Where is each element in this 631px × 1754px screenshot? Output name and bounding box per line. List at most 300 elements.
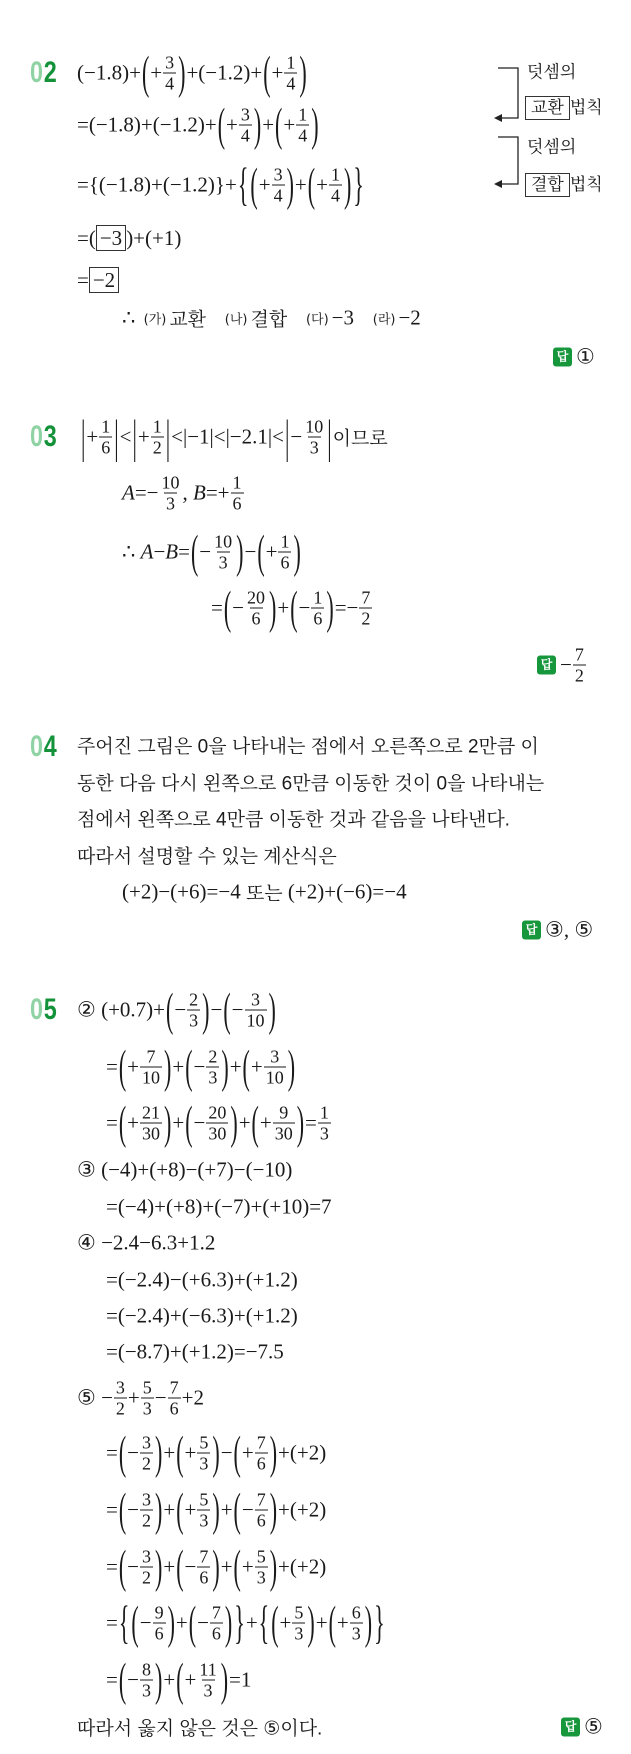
math-text: =+: [205, 480, 230, 505]
math-text: +(+2): [278, 1497, 327, 1522]
denominator: 6: [256, 1510, 266, 1531]
annotation-suffix: 법칙: [569, 98, 603, 118]
numerator: 3: [115, 1377, 125, 1398]
annotation-label: 덧셈의: [527, 137, 577, 158]
numerator: 3: [240, 104, 250, 125]
big-paren: ): [221, 1039, 229, 1093]
answer-value: [584, 1715, 603, 1740]
answer-box: 교환: [525, 96, 570, 120]
problem-number-03: 03: [30, 420, 58, 453]
big-paren: ): [364, 1595, 373, 1649]
denominator: 6: [313, 608, 323, 629]
numerator: 7: [199, 1546, 209, 1567]
fraction: [318, 1103, 331, 1144]
absolute-bar: |: [132, 409, 137, 463]
denominator: 4: [273, 185, 283, 206]
answer-row: [553, 345, 595, 370]
fraction: [303, 417, 325, 458]
big-brace: }: [353, 157, 364, 211]
big-paren: ): [293, 524, 301, 578]
numerator: 1: [101, 416, 111, 437]
numerator: 20: [247, 587, 266, 608]
korean-text: 동한 다음 다시 왼쪽으로 6만큼 이동한 것이 0을 나타내는: [77, 773, 545, 795]
numerator: 10: [214, 531, 233, 552]
math-text: (−1.8)+: [77, 60, 141, 85]
fraction: [272, 165, 285, 206]
math-text: ,: [182, 480, 194, 505]
math-text: =−: [134, 480, 159, 505]
big-paren: ): [167, 1595, 175, 1649]
fraction: [140, 1103, 162, 1144]
numerator: 9: [279, 1102, 289, 1123]
answer-row: [561, 1715, 603, 1740]
math-text: [206, 306, 222, 331]
math-text: −3: [331, 305, 370, 330]
numerator: 7: [574, 644, 584, 665]
denominator: 3: [189, 1010, 199, 1031]
equation-line: [106, 1340, 284, 1365]
fraction: [206, 1103, 228, 1144]
answer-value: [576, 345, 595, 370]
fraction: [163, 53, 176, 94]
math-text: −: [127, 1667, 140, 1692]
numerator: 8: [142, 1659, 152, 1680]
fraction: [573, 645, 586, 686]
absolute-bar: |: [284, 409, 290, 463]
big-paren: (: [118, 1539, 127, 1593]
big-paren: ): [269, 580, 277, 634]
denominator: 6: [199, 1567, 209, 1588]
math-text: −2: [398, 305, 421, 330]
math-text: )+(+1): [126, 225, 182, 250]
numerator: 5: [142, 1377, 152, 1398]
big-paren: (: [223, 982, 231, 1036]
big-paren: (: [275, 97, 283, 151]
big-paren: ): [155, 1652, 163, 1706]
annotation-associative: [525, 170, 603, 196]
numerator: 5: [199, 1432, 209, 1453]
numerator: 1: [280, 531, 290, 552]
numerator: 5: [256, 1546, 266, 1567]
math-text: +: [271, 60, 284, 85]
math-text: =: [305, 1110, 317, 1135]
big-paren: (: [263, 45, 271, 99]
denominator: 2: [361, 608, 371, 629]
fraction: [278, 532, 291, 573]
math-text: −: [174, 997, 187, 1022]
big-paren: (: [141, 45, 150, 99]
big-paren: ): [269, 1425, 278, 1479]
math-text: −: [199, 539, 212, 564]
math-text: −: [232, 595, 245, 620]
denominator: 3: [208, 1067, 218, 1088]
big-paren: (: [118, 1425, 127, 1479]
math-text: +: [163, 1554, 176, 1579]
big-paren: (: [190, 524, 199, 578]
big-paren: (: [290, 580, 298, 634]
korean-text: 교환: [169, 309, 207, 331]
variable: A: [122, 480, 135, 505]
denominator: 2: [574, 665, 584, 686]
korean-text: 또는: [245, 883, 283, 905]
math-text: +: [172, 1110, 185, 1135]
numerator: 3: [142, 1546, 152, 1567]
math-text: ② (+0.7)+: [77, 997, 165, 1022]
math-text: (+2)−(+6)=−4: [122, 879, 246, 904]
numerator: 7: [169, 1377, 179, 1398]
fraction: [284, 53, 297, 94]
denominator: 6: [169, 1398, 179, 1419]
math-text: +: [245, 1610, 258, 1635]
denominator: 6: [256, 1453, 266, 1474]
big-paren: ): [287, 1039, 296, 1093]
denominator: 10: [142, 1067, 161, 1088]
fraction: [153, 1603, 166, 1644]
fraction: [239, 105, 252, 146]
conclusion-line: [122, 305, 421, 332]
numerator: 7: [211, 1602, 221, 1623]
math-text: =(: [77, 225, 96, 250]
math-text: =1: [229, 1667, 252, 1692]
equation-line: [106, 1425, 327, 1479]
big-paren: ): [155, 1482, 163, 1536]
answer-box: −3: [96, 225, 126, 251]
korean-text: 따라서 설명할 수 있는 계산식은: [77, 846, 337, 868]
math-text: −: [127, 1554, 140, 1579]
numerator: 2: [189, 989, 199, 1010]
fraction: [99, 417, 112, 458]
math-text: −: [244, 539, 257, 564]
fraction: [141, 1378, 154, 1419]
fraction: [206, 1047, 219, 1088]
math-text: −: [127, 1440, 140, 1465]
fraction: [114, 1378, 127, 1419]
big-paren: (: [250, 157, 258, 211]
denominator: 2: [115, 1398, 125, 1419]
numerator: 3: [270, 1046, 280, 1067]
conclusion-line: [77, 1714, 322, 1741]
denominator: 10: [246, 1010, 265, 1031]
math-text: +: [127, 1110, 140, 1135]
math-text: +: [250, 1054, 263, 1079]
big-paren: (: [271, 1595, 279, 1649]
fraction: [140, 1547, 153, 1588]
denominator: 30: [208, 1123, 227, 1144]
math-text: +: [220, 1497, 233, 1522]
fraction: [273, 1103, 295, 1144]
big-paren: (: [166, 982, 174, 1036]
answer-row: [522, 918, 593, 943]
numerator: 5: [294, 1602, 304, 1623]
equation-line: [106, 1539, 327, 1593]
big-paren: ): [253, 97, 262, 151]
math-text: =(−1.8)+(−1.2)+: [77, 112, 217, 137]
equation-line: [106, 1652, 252, 1706]
denominator: 3: [351, 1623, 361, 1644]
math-text: +: [294, 172, 307, 197]
blank-marker: (라): [372, 312, 396, 328]
big-brace: }: [374, 1595, 385, 1649]
fraction: [255, 1547, 268, 1588]
big-paren: ): [286, 157, 294, 211]
numerator: 7: [361, 587, 371, 608]
math-text: +: [315, 1610, 328, 1635]
equation-line: [122, 524, 302, 578]
numerator: 1: [232, 472, 242, 493]
big-paren: ): [299, 45, 307, 99]
big-paren: ): [164, 1039, 172, 1093]
math-text: (+2)+(−6)=−4: [282, 879, 407, 904]
fraction: [197, 1433, 210, 1474]
problem-number-05: 05: [30, 993, 58, 1026]
answer-row: [537, 645, 587, 686]
equation-line: [77, 1231, 215, 1256]
answer-badge-icon: 답: [561, 1718, 580, 1737]
numerator: 20: [208, 1102, 227, 1123]
answer-badge-icon: 답: [522, 921, 541, 940]
big-paren: ): [269, 1482, 278, 1536]
big-paren: (: [118, 1039, 127, 1093]
blank-marker: (가): [143, 312, 167, 328]
fraction: [212, 532, 234, 573]
big-paren: (: [251, 1095, 259, 1149]
equation-line: [211, 580, 373, 634]
equation-line: [106, 1304, 298, 1329]
fraction: [197, 1490, 210, 1531]
absolute-bar: |: [81, 409, 86, 463]
math-text: −: [193, 1110, 206, 1135]
big-paren: (: [185, 1095, 193, 1149]
equation-line: [77, 267, 119, 293]
big-brace: {: [237, 157, 249, 211]
numerator: 2: [208, 1046, 218, 1067]
math-text: −: [139, 1610, 152, 1635]
math-text: +: [184, 1667, 197, 1692]
math-text: +2: [181, 1385, 204, 1410]
big-paren: (: [118, 1652, 127, 1706]
fraction: [197, 1547, 210, 1588]
math-text: ={(−1.8)+(−1.2)}+: [77, 172, 237, 197]
big-paren: ): [326, 580, 334, 634]
big-paren: (: [176, 1482, 184, 1536]
big-paren: ): [202, 982, 210, 1036]
denominator: 30: [142, 1123, 161, 1144]
numerator: 1: [152, 416, 162, 437]
fraction: [140, 1490, 153, 1531]
blank-marker: (나): [224, 312, 248, 328]
fraction: [264, 1047, 286, 1088]
korean-text: 따라서 옳지 않은 것은 ⑤이다.: [77, 1718, 323, 1740]
big-paren: (: [217, 97, 226, 151]
denominator: 3: [142, 1680, 152, 1701]
denominator: 6: [154, 1623, 164, 1644]
denominator: 4: [165, 73, 175, 94]
absolute-bar: |: [114, 409, 119, 463]
math-text: +: [262, 112, 275, 137]
math-text: <|−1|<|−2.1|<: [171, 424, 284, 449]
math-text: =: [178, 539, 190, 564]
fraction: [329, 165, 342, 206]
big-brace: }: [234, 1595, 245, 1649]
big-paren: ): [230, 1095, 238, 1149]
numerator: 1: [330, 164, 340, 185]
annotation-label: 덧셈의: [527, 62, 577, 83]
big-paren: ): [212, 1482, 220, 1536]
big-brace: {: [118, 1595, 130, 1649]
absolute-bar: |: [327, 409, 332, 463]
numerator: 5: [199, 1489, 209, 1510]
big-paren: (: [176, 1652, 184, 1706]
math-text: +: [86, 424, 99, 449]
denominator: 3: [309, 437, 319, 458]
math-text: +: [163, 1440, 176, 1465]
variable: B: [193, 480, 206, 505]
big-paren: ): [311, 97, 319, 151]
math-text: −: [560, 652, 572, 677]
math-text: −: [241, 1497, 254, 1522]
math-text: +: [184, 1497, 197, 1522]
big-paren: ): [307, 1595, 315, 1649]
big-paren: ): [155, 1539, 163, 1593]
big-paren: (: [233, 1482, 241, 1536]
big-paren: (: [233, 1425, 241, 1479]
big-paren: (: [242, 1039, 250, 1093]
denominator: 10: [265, 1067, 284, 1088]
denominator: 3: [319, 1123, 329, 1144]
math-text: =: [106, 1610, 118, 1635]
math-text: +: [258, 172, 271, 197]
denominator: 3: [203, 1680, 213, 1701]
numerator: 3: [165, 52, 175, 73]
big-paren: (: [188, 1595, 197, 1649]
math-text: =−: [334, 595, 359, 620]
denominator: 3: [294, 1623, 304, 1644]
math-text: +: [283, 112, 296, 137]
math-text: ∴: [122, 539, 141, 564]
math-text: ⑤ −: [77, 1385, 113, 1410]
big-paren: (: [131, 1595, 139, 1649]
math-text: =(−4)+(+8)+(−7)+(+10)=7: [106, 1194, 332, 1219]
text-line: [77, 732, 539, 759]
denominator: 6: [211, 1623, 221, 1644]
math-text: +: [238, 1110, 251, 1135]
fraction: [210, 1603, 223, 1644]
equation-line: [80, 409, 388, 463]
big-paren: (: [223, 580, 232, 634]
math-text: −: [298, 595, 311, 620]
math-text: −: [220, 1440, 233, 1465]
answer-box: −2: [89, 267, 119, 293]
fraction: [231, 473, 244, 514]
equation-line: [77, 97, 320, 151]
math-text: −: [184, 1554, 197, 1579]
absolute-bar: |: [165, 409, 171, 463]
big-brace: {: [258, 1595, 270, 1649]
numerator: 11: [199, 1659, 217, 1680]
math-text: +: [277, 595, 290, 620]
numerator: 7: [256, 1432, 266, 1453]
answer-value: [560, 645, 587, 686]
math-text: =(−2.4)−(+6.3)+(+1.2): [106, 1267, 298, 1292]
math-text: +: [229, 1054, 242, 1079]
denominator: 6: [251, 608, 261, 629]
denominator: 3: [256, 1567, 266, 1588]
math-text: +: [163, 1667, 176, 1692]
denominator: 3: [218, 552, 228, 573]
big-paren: ): [224, 1595, 233, 1649]
big-paren: (: [118, 1482, 127, 1536]
math-text: =: [211, 595, 223, 620]
math-text: −: [153, 539, 166, 564]
math-text: +: [279, 1610, 292, 1635]
equation-line: [77, 1158, 292, 1183]
fraction: [140, 1433, 153, 1474]
variable: A: [140, 539, 154, 564]
math-text: +: [127, 1385, 140, 1410]
math-text: =: [77, 267, 89, 292]
fraction: [255, 1433, 268, 1474]
math-text: +: [163, 1497, 176, 1522]
fraction: [140, 1660, 153, 1701]
denominator: 2: [142, 1453, 152, 1474]
equation-line: [77, 45, 308, 99]
fraction: [187, 990, 200, 1031]
denominator: 4: [298, 125, 308, 146]
numerator: 6: [351, 1602, 361, 1623]
denominator: 4: [286, 73, 296, 94]
math-text: <: [119, 424, 132, 449]
numerator: 9: [154, 1602, 164, 1623]
numerator: 3: [142, 1432, 152, 1453]
equation-line: [77, 225, 181, 251]
korean-text: 이므로: [332, 428, 388, 450]
annotation-commutative: [525, 93, 603, 119]
equation-line: [106, 1595, 386, 1649]
math-text: ③, ⑤: [545, 917, 594, 942]
numerator: 21: [142, 1102, 161, 1123]
fraction: [197, 1660, 218, 1701]
math-text: +: [127, 1054, 140, 1079]
fraction: [359, 588, 372, 629]
big-paren: (: [307, 157, 316, 211]
math-text: +: [265, 539, 278, 564]
denominator: 6: [232, 493, 242, 514]
fraction: [245, 990, 267, 1031]
math-text: =: [106, 1497, 118, 1522]
math-text: ∴: [122, 305, 141, 330]
big-paren: ): [155, 1425, 163, 1479]
math-text: −: [154, 1385, 167, 1410]
denominator: 4: [330, 185, 340, 206]
math-text: +: [241, 1440, 254, 1465]
numerator: 1: [298, 104, 308, 125]
numerator: 1: [286, 52, 296, 73]
problem-number-02: 02: [30, 56, 58, 89]
equation-line: [106, 1195, 332, 1220]
math-text: [287, 306, 303, 331]
text-line: [77, 842, 337, 869]
math-text: +: [150, 60, 163, 85]
math-text: +(−1.2)+: [186, 60, 263, 85]
equation-line: [77, 157, 365, 211]
math-text: −: [210, 997, 223, 1022]
big-paren: ): [178, 45, 186, 99]
big-paren: (: [176, 1539, 184, 1593]
law-bracket-arrows-icon: [490, 60, 526, 200]
fraction: [160, 473, 182, 514]
big-paren: (: [118, 1095, 127, 1149]
korean-text: 주어진 그림은 0을 나타내는 점에서 오른쪽으로 2만큼 이: [77, 736, 539, 758]
